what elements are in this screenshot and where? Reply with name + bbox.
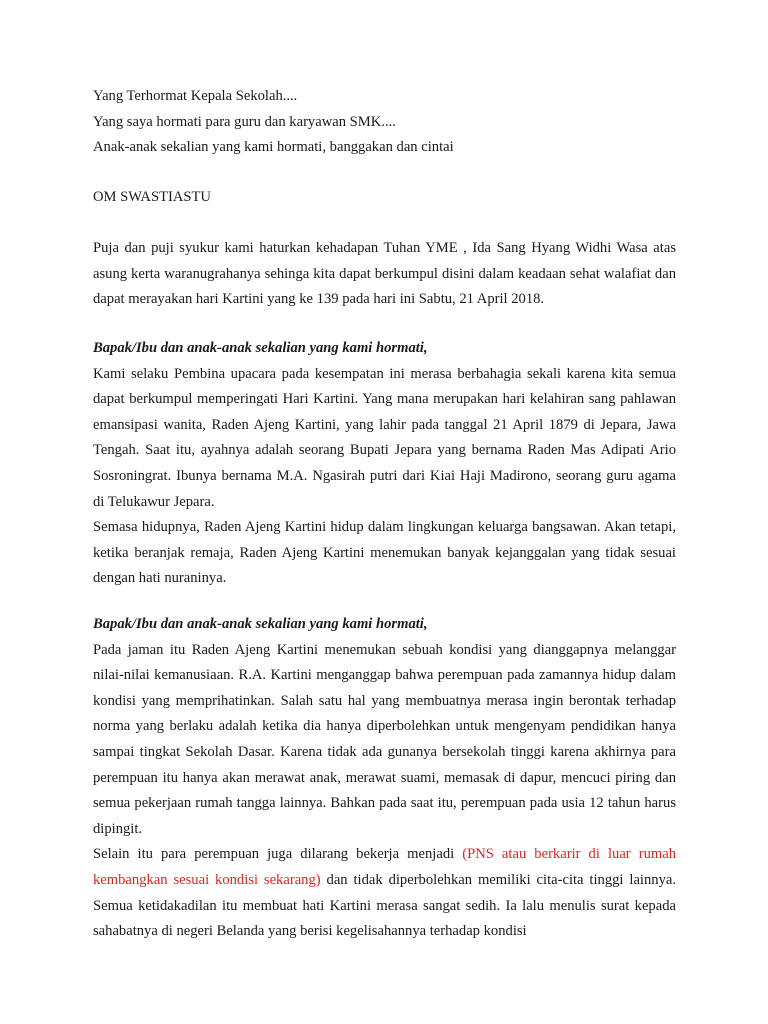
salutation-line-1: Yang Terhormat Kepala Sekolah.... [93,88,298,104]
section-1-heading: Bapak/Ibu dan anak-anak sekalian yang kami hormati, [93,340,428,356]
section-2-paragraph-1: Pada jaman itu Raden Ajeng Kartini menemukan sebuah kondisi yang dianggapnya melanggar nilai-nilai kemanusiaan. R.A. Kartini menganggap bahwa perempuan pada zamannya hidup dalam kondisi yang memprihatinkan. Salah satu hal yang membuatnya merasa ingin berontak terhadap norma yang berlaku adalah ketika dia hanya diperbolehkan untuk mengenyam pendidikan hanya sampai tingkat Sekolah Dasar. Karena tidak ada gunanya bersekolah tinggi karena akhirnya para perempuan itu hanya akan merawat anak, merawat suami, memasak di dapur, mencuci piring dan semua pekerjaan rumah tangga lainnya. Bahkan pada saat itu, perempuan pada usia 12 tahun harus dipingit. [93,641,676,837]
salutation [93,84,676,161]
section-2-paragraph-2-start: Selain itu para perempuan juga dilarang bekerja menjadi [93,846,463,863]
section-2-paragraph-2 [93,842,676,944]
section-1-paragraph-1: Kami selaku Pembina upacara pada kesempatan ini merasa berbahagia sekali karena kita semua dapat berkumpul memperingati Hari Kartini. Yang mana merupakan hari kelahiran sang pahlawan emansipasi wanita, Raden Ajeng Kartini, yang lahir pada tanggal 21 April 1879 di Jepara, Jawa Tengah. Saat itu, ayahnya adalah seorang Bupati Jepara yang bernama Raden Mas Adipati Ario Sosroningrat. Ibunya bernama M.A. Ngasirah putri dari Kiai Haji Madirono, seorang guru agama di Telukawur Jepara. [93,365,676,510]
intro-paragraph: Puja dan puji syukur kami haturkan kehadapan Tuhan YME , Ida Sang Hyang Widhi Wasa atas asung kerta waranugrahanya sehinga kita dapat berkumpul disini dalam keadaan sehat walafiat dan dapat merayakan hari Kartini yang ke 139 pada hari ini Sabtu, 21 April 2018. [93,240,676,308]
section-2 [93,612,676,945]
salutation-line-2: Yang saya hormati para guru dan karyawan SMK.... [93,113,396,130]
opening-greeting: OM SWASTIASTU [93,189,211,205]
highlighted-note: (PNS atau berkarir di luar rumah kembangkan sesuai kondisi sekarang) [93,846,676,888]
salutation-line-3: Anak-anak sekalian yang kami hormati, banggakan dan cintai [93,139,454,156]
section-1 [93,336,676,592]
section-1-paragraph-2: Semasa hidupnya, Raden Ajeng Kartini hidup dalam lingkungan keluarga bangsawan. Akan tetapi, ketika beranjak remaja, Raden Ajeng Kartini menemukan banyak kejanggalan yang tidak sesuai dengan hati nuraninya. [93,519,676,587]
section-2-heading: Bapak/Ibu dan anak-anak sekalian yang kami hormati, [93,616,428,632]
section-2-paragraph-2-end: dan tidak diperbolehkan memiliki cita-cita tinggi lainnya. Semua ketidakadilan itu membuat hati Kartini merasa sangat sedih. Ia lalu menulis surat kepada sahabatnya di negeri Belanda yang berisi kegelisahannya terhadap kondisi [93,871,676,940]
